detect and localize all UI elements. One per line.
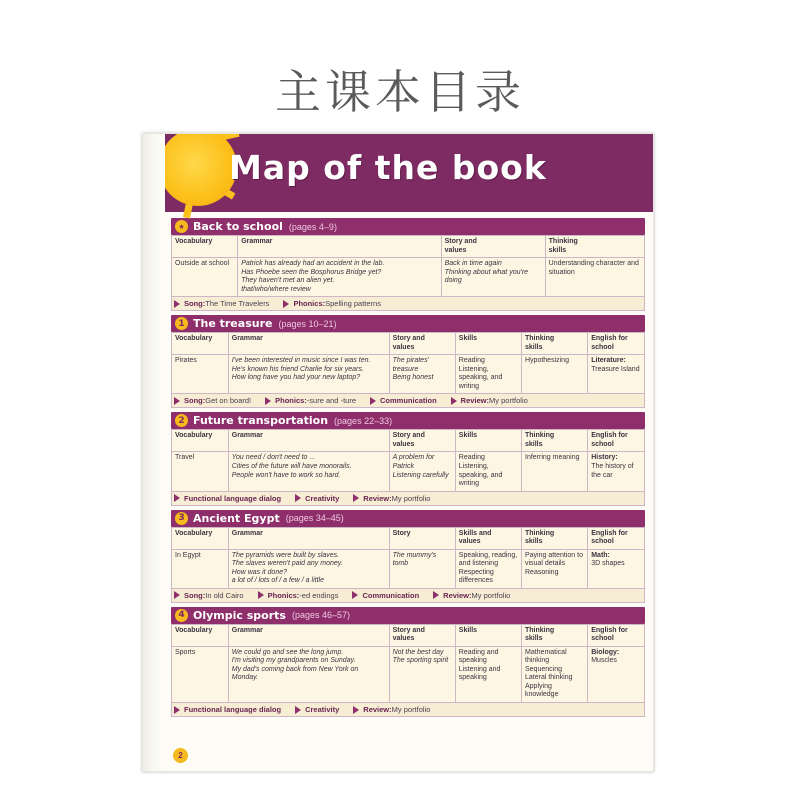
cell-vocabulary: Outside at school [172,258,238,297]
footer-label: Communication [362,590,420,600]
unit-table [171,429,645,491]
column-header: Grammar [228,624,389,646]
column-header: Grammar [228,333,389,355]
table-row [172,355,645,394]
footer-label: Phonics: [293,299,326,309]
unit-footer-bar [171,703,645,717]
footer-label: Song: [184,299,206,309]
arrow-icon [174,397,180,405]
footer-label: Functional language dialog [184,493,282,503]
unit-number-badge: 3 [175,512,188,525]
cell-story: Not the best day The sporting spirit [389,646,455,702]
table-header-row [172,624,645,646]
column-header: English for school [588,527,645,549]
unit-header-bar [171,218,645,235]
unit-title: The treasure [193,317,273,331]
cell-english-for-school: Math: 3D shapes [588,549,645,588]
column-header: Vocabulary [172,236,238,258]
unit-pages: (pages 46–57) [291,610,351,621]
footer-item [353,494,430,503]
column-header: Grammar [228,527,389,549]
unit-pages: (pages 10–21) [278,318,337,329]
cell-story: Back in time again Thinking about what you're doing [441,258,545,297]
unit-pages: (pages 22–33) [334,415,393,426]
footer-value: My portfolio [489,396,528,406]
arrow-icon [174,300,180,308]
arrow-icon [174,591,180,599]
unit-footer-bar [171,394,645,408]
column-header: Vocabulary [172,527,229,549]
footer-value: -sure and -ture [306,396,356,406]
arrow-icon [283,300,289,308]
column-header: Vocabulary [172,430,229,452]
footer-item [174,494,281,503]
footer-label: Creativity [305,705,340,714]
arrow-icon [174,494,180,502]
footer-value: In old Cairo [205,590,244,600]
book-spine [143,134,165,771]
footer-item [451,396,528,405]
unit-table [171,235,645,297]
cell-grammar: I've been interested in music since I was ten. He's known his friend Charlie for six years. How long have you had your new laptop? [228,355,389,394]
column-header: Thinking skills [545,236,644,258]
unit-block [171,315,645,408]
column-header: Vocabulary [172,624,229,646]
arrow-icon [295,706,301,714]
arrow-icon [265,397,271,405]
cell-english-for-school: History: The history of the car [588,452,645,491]
unit-number-badge: 4 [175,609,188,622]
column-header: Skills [455,624,521,646]
arrow-icon [451,397,457,405]
footer-value: My portfolio [391,493,431,503]
table-row [172,452,645,491]
footer-item [265,396,356,405]
book-page-image [142,133,654,772]
table-row [172,646,645,702]
table-header-row [172,527,645,549]
cell-skills: Reading Listening, speaking, and writing [455,452,521,491]
cell-english-for-school: Biology: Muscles [588,646,645,702]
footer-item [283,299,381,308]
cell-thinking: Paying attention to visual details Reasoning [522,549,588,588]
unit-table [171,624,645,703]
cell-grammar: The pyramids were built by slaves. The slaves weren't paid any money. How was it done? a lot of / lots of / a few / a little [228,549,389,588]
arrow-icon [295,494,301,502]
unit-block [171,218,645,311]
unit-number-badge: ★ [175,220,188,233]
column-header: Story [389,527,455,549]
unit-title: Back to school [193,220,283,233]
column-header: Skills [455,430,521,452]
cell-grammar: Patrick has already had an accident in the lab. Has Phoebe seen the Bosphorus Bridge yet? They haven't met an alien yet. that/who/where review [238,258,441,297]
footer-label: Review: [363,705,392,714]
unit-number-badge: 1 [175,317,188,330]
footer-item [174,705,281,714]
page-number-badge: 2 [173,748,188,763]
cell-skills: Speaking, reading, and listening Respecting differences [455,549,521,588]
column-header: Story and values [389,333,455,355]
cell-skills: Reading and speaking Listening and speaking [455,646,521,702]
footer-value: -ed endings [299,590,339,600]
column-header: Thinking skills [522,527,588,549]
footer-label: Song: [184,396,206,406]
footer-label: Song: [184,590,206,600]
cell-story: The mummy's tomb [389,549,455,588]
footer-value: Get on board! [205,396,252,406]
column-header: English for school [588,624,645,646]
arrow-icon [258,591,264,599]
cell-vocabulary: Sports [172,646,229,702]
footer-item [174,591,244,600]
footer-value: My portfolio [471,590,511,600]
footer-item [174,299,269,308]
cell-vocabulary: In Egypt [172,549,229,588]
table-header-row [172,430,645,452]
cell-vocabulary: Travel [172,452,229,491]
footer-item [433,591,510,600]
column-header: Vocabulary [172,333,229,355]
unit-number-badge: 2 [175,414,188,427]
column-header: Story and values [441,236,545,258]
unit-header-bar [171,510,645,527]
cell-english-for-school: Literature: Treasure Island [588,355,645,394]
unit-pages: (pages 4–9) [288,221,337,232]
column-header: Grammar [238,236,441,258]
cell-story: A problem for Patrick Listening carefully [389,452,455,491]
unit-table [171,527,645,589]
table-row [172,258,645,297]
unit-footer-bar [171,589,645,603]
cell-thinking: Understanding character and situation [545,258,644,297]
footer-item [295,705,339,714]
arrow-icon [174,706,180,714]
footer-item [258,591,339,600]
unit-block [171,510,645,603]
cell-skills: Reading Listening, speaking, and writing [455,355,521,394]
unit-pages: (pages 34–45) [285,513,344,524]
footer-value: My portfolio [391,705,431,714]
footer-item [370,396,437,405]
column-header: Story and values [389,430,455,452]
table-row [172,549,645,588]
cell-thinking: Mathematical thinking Sequencing Lateral thinking Applying knowledge [522,646,588,702]
column-header: Thinking skills [522,430,588,452]
cell-thinking: Hypothesizing [522,355,588,394]
contents-table [165,212,653,771]
cell-vocabulary: Pirates [172,355,229,394]
footer-label: Phonics: [267,590,300,600]
cell-thinking: Inferring meaning [522,452,588,491]
column-header: Thinking skills [522,624,588,646]
arrow-icon [352,591,358,599]
footer-label: Communication [380,396,437,406]
column-header: Grammar [228,430,389,452]
unit-footer-bar [171,492,645,506]
book-header [143,134,653,212]
footer-label: Review: [363,493,392,503]
footer-label: Functional language dialog [184,705,282,714]
unit-block [171,412,645,505]
column-header: Thinking skills [522,333,588,355]
arrow-icon [353,706,359,714]
unit-header-bar [171,315,645,332]
cell-grammar: We could go and see the long jump. I'm visiting my grandparents on Sunday. My dad's coming back from New York on Monday. [228,646,389,702]
book-title: Map of the book [229,148,547,187]
unit-title: Future transportation [193,414,329,428]
column-header: Skills and values [455,527,521,549]
table-header-row [172,333,645,355]
column-header: English for school [588,333,645,355]
unit-footer-bar [171,297,645,311]
footer-label: Creativity [305,493,340,503]
unit-block [171,607,645,717]
column-header: Story and values [389,624,455,646]
footer-item [353,705,430,714]
footer-label: Review: [443,590,472,600]
footer-item [295,494,339,503]
footer-label: Phonics: [275,396,307,406]
arrow-icon [433,591,439,599]
page-title: 主课本目录 [275,65,525,119]
footer-label: Review: [460,396,490,406]
unit-header-bar [171,607,645,624]
table-header-row [172,236,645,258]
footer-item [174,396,251,405]
footer-value: The Time Travelers [205,299,270,309]
unit-title: Ancient Egypt [193,511,280,525]
arrow-icon [370,397,376,405]
footer-value: Spelling patterns [325,299,381,309]
unit-header-bar [171,412,645,429]
column-header: English for school [588,430,645,452]
unit-title: Olympic sports [193,608,286,622]
arrow-icon [353,494,359,502]
cell-story: The pirates' treasure Being honest [389,355,455,394]
cell-grammar: You need / don't need to ... Cities of the future will have monorails. People won't have to work so hard. [228,452,389,491]
unit-table [171,332,645,394]
column-header: Skills [455,333,521,355]
footer-item [352,591,419,600]
